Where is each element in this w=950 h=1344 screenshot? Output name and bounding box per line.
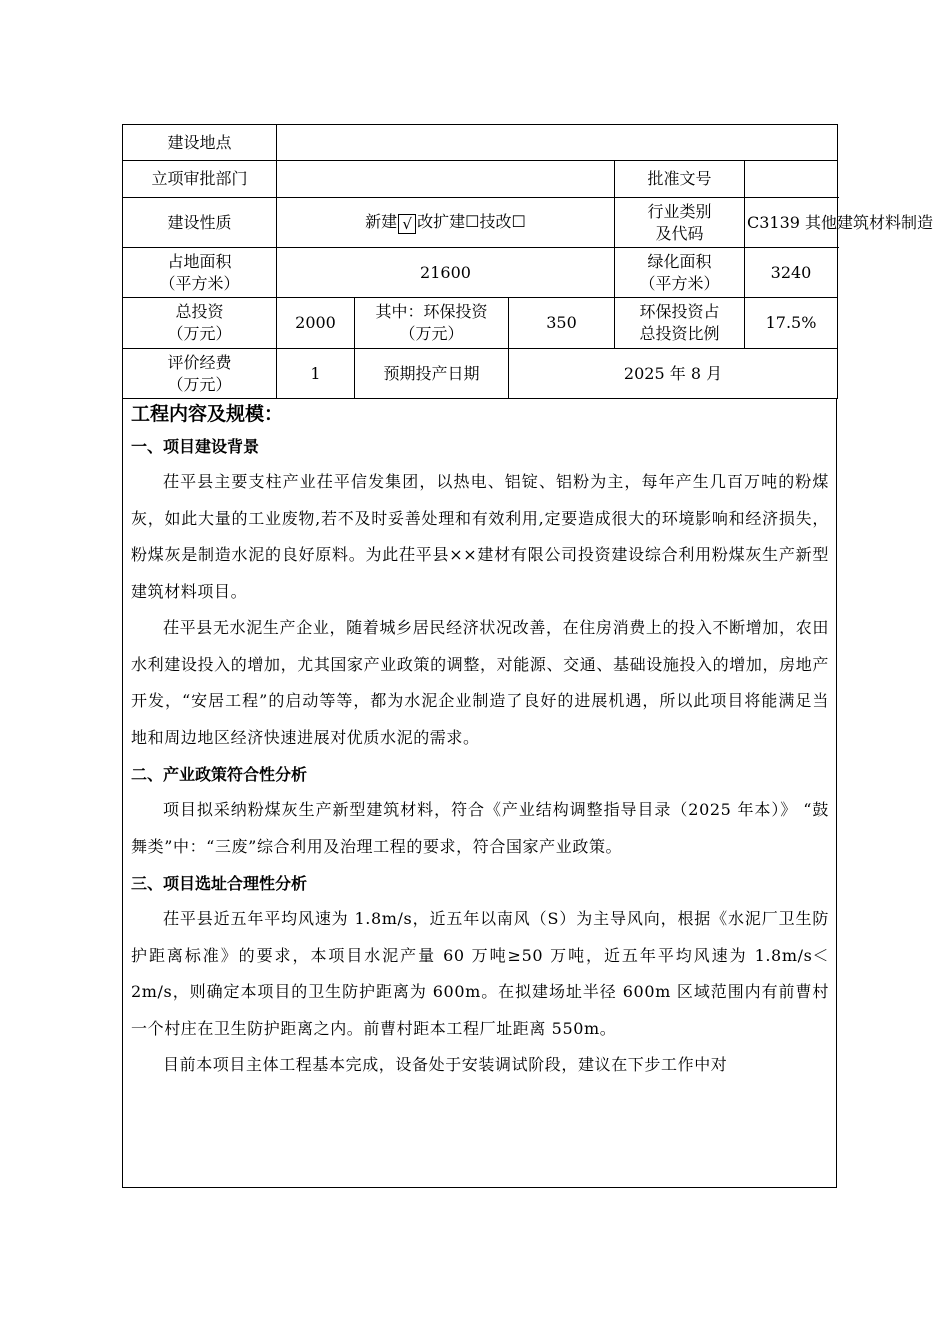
option-tech-label: 技改 xyxy=(479,212,512,231)
section3-title: 三、项目选址合理性分析 xyxy=(131,874,308,893)
table-row xyxy=(123,248,838,298)
value-construction-site xyxy=(277,125,838,161)
label-land-area: 占地面积 （平方米） xyxy=(123,248,277,298)
value-industry-category: C3139 其他建筑材料制造 xyxy=(745,198,838,248)
value-approval-department xyxy=(277,161,615,198)
option-expand-label: 改扩建 xyxy=(417,212,466,231)
label-expected-production-date: 预期投产日期 xyxy=(355,349,509,399)
section2-paragraph1: 项目拟采纳粉煤灰生产新型建筑材料，符合《产业结构调整指导目录（2025 年本）》 “鼓舞类”中：“三废”综合利用及治理工程的要求，符合国家产业政策。 xyxy=(131,800,829,856)
table-row xyxy=(123,349,838,399)
value-evaluation-fee: 1 xyxy=(277,349,355,399)
checkbox-expand[interactable]: ☐ xyxy=(465,212,480,231)
construction-nature-options xyxy=(277,198,615,248)
value-env-investment: 350 xyxy=(509,298,615,349)
label-green-area: 绿化面积 （平方米） xyxy=(615,248,745,298)
label-env-investment-ratio: 环保投资占 总投资比例 xyxy=(615,298,745,349)
content-title: 工程内容及规模： xyxy=(131,403,284,425)
value-green-area: 3240 xyxy=(745,248,838,298)
option-new-label: 新建 xyxy=(365,212,398,231)
label-construction-site: 建设地点 xyxy=(123,125,277,161)
value-total-investment: 2000 xyxy=(277,298,355,349)
section2-title: 二、产业政策符合性分析 xyxy=(131,765,308,784)
label-approval-department: 立项审批部门 xyxy=(123,161,277,198)
label-industry-category: 行业类别 及代码 xyxy=(615,198,745,248)
section1-title: 一、项目建设背景 xyxy=(131,437,260,456)
section3-paragraph1: 茌平县近五年平均风速为 1.8m/s，近五年以南风（S）为主导风向，根据《水泥厂卫生防护距离标准》的要求，本项目水泥产量 60 万吨≥50 万吨，近五年平均风速为 1.8m/s＜2m/s，则确定本项目的卫生防护距离为 600m。在拟建场址半径 600m 区域范围内有前曹村一个村庄在卫生防护距离之内。前曹村距本工程厂址距离 550m。 xyxy=(131,909,829,1038)
table-row xyxy=(123,125,838,161)
label-env-investment: 其中：环保投资 （万元） xyxy=(355,298,509,349)
label-construction-nature: 建设性质 xyxy=(123,198,277,248)
project-content-section xyxy=(131,400,829,1084)
value-approval-number xyxy=(745,161,838,198)
section3-paragraph2: 目前本项目主体工程基本完成，设备处于安装调试阶段，建议在下步工作中对 xyxy=(163,1055,728,1074)
value-land-area: 21600 xyxy=(277,248,615,298)
label-approval-number: 批准文号 xyxy=(615,161,745,198)
project-info-table xyxy=(122,124,934,399)
value-expected-production-date: 2025 年 8 月 xyxy=(509,349,838,399)
table-row xyxy=(123,198,838,248)
label-total-investment: 总投资 （万元） xyxy=(123,298,277,349)
section1-paragraph2: 茌平县无水泥生产企业，随着城乡居民经济状况改善，在住房消费上的投入不断增加，农田水利建设投入的增加，尤其国家产业政策的调整，对能源、交通、基础设施投入的增加，房地产开发，“安居工程”的启动等等，都为水泥企业制造了良好的进展机遇，所以此项目将能满足当地和周边地区经济快速进展对优质水泥的需求。 xyxy=(131,618,829,747)
checkbox-tech[interactable]: ☐ xyxy=(511,212,526,231)
value-env-investment-ratio: 17.5% xyxy=(745,298,838,349)
table-row xyxy=(123,161,838,198)
checkbox-new[interactable]: √ xyxy=(398,214,416,234)
section1-paragraph1: 茌平县主要支柱产业茌平信发集团，以热电、铝锭、铝粉为主，每年产生几百万吨的粉煤灰，如此大量的工业废物,若不及时妥善处理和有效利用,定要造成很大的环境影响和经济损失，粉煤灰是制造水泥的良好原料。为此茌平县××建材有限公司投资建设综合利用粉煤灰生产新型建筑材料项目。 xyxy=(131,472,829,601)
table-row xyxy=(123,298,838,349)
label-evaluation-fee: 评价经费 （万元） xyxy=(123,349,277,399)
